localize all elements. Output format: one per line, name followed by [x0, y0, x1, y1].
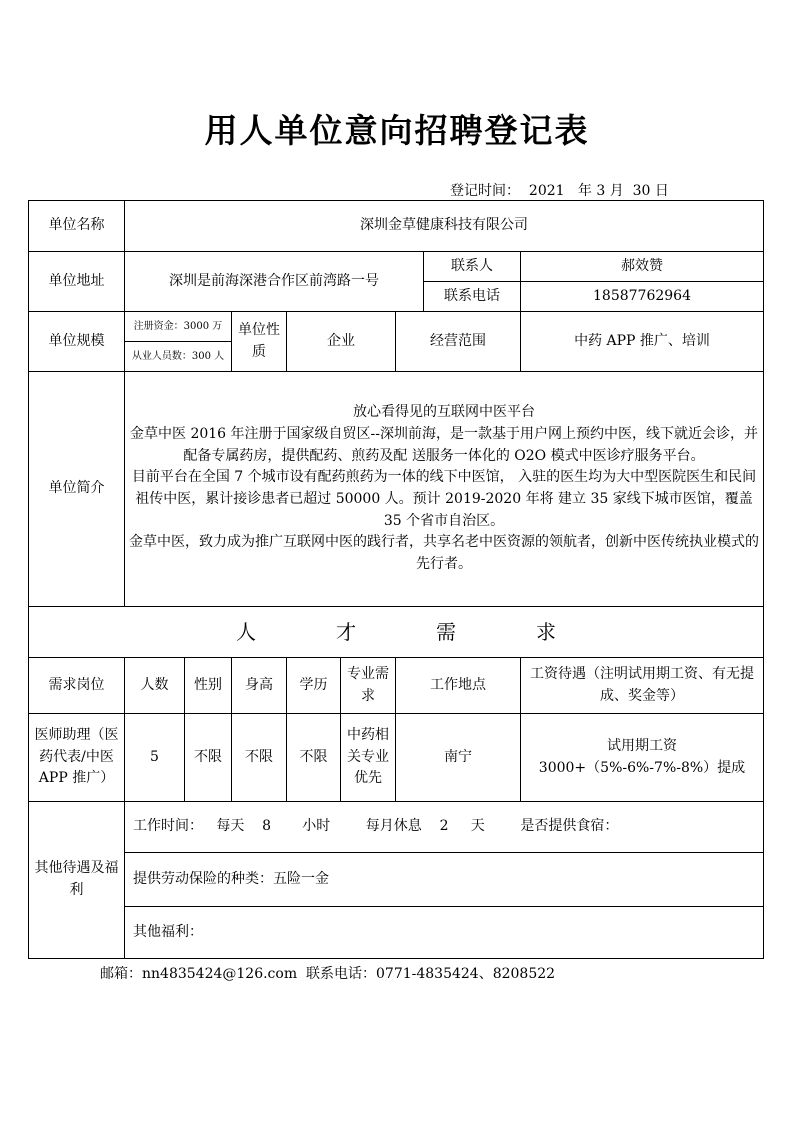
row-salary: 试用期工资 3000+（5%-6%-7%-8%）提成: [521, 714, 764, 802]
header-salary: 工资待遇（注明试用期工资、有无提成、奖金等）: [521, 658, 764, 714]
footer-contact: 邮箱：nn4835424@126.com 联系电话：0771-4835424、8208522: [100, 966, 556, 982]
section-char: 求: [536, 619, 556, 644]
registration-year-suffix: 年: [577, 183, 592, 199]
work-time-text: 工作时间： 每天 8 小时 每月休息 2 天 是否提供食宿：: [133, 818, 619, 835]
header-height: 身高: [232, 658, 287, 714]
registration-year: 2021: [528, 183, 565, 199]
company-scale-row: [29, 312, 764, 342]
company-name-value: 深圳金草健康科技有限公司: [125, 201, 764, 252]
benefits-row-other: [29, 907, 764, 959]
row-gender: 不限: [185, 714, 232, 802]
header-education: 学历: [287, 658, 341, 714]
talent-header-row: [29, 658, 764, 714]
benefits-label: 其他待遇及福利: [29, 802, 125, 959]
talent-section-row: [29, 607, 764, 658]
header-gender: 性别: [185, 658, 232, 714]
intro-paragraph: 金草中医，致力成为推广互联网中医的践行者，共享名老中医资源的领航者，创新中医传统执业模式的先行者。: [129, 534, 759, 573]
registration-date: [450, 180, 669, 200]
benefits-row-insurance: [29, 853, 764, 907]
company-address-label: 单位地址: [29, 252, 125, 312]
benefits-row-work-time: [29, 802, 764, 853]
phone-value: 18587762964: [521, 282, 764, 312]
intro-label: 单位简介: [29, 372, 125, 607]
intro-paragraph: 目前平台在全国 7 个城市设有配药煎药为一体的线下中医馆， 入驻的医生均为大中型医院医生和民间祖传中医，累计接诊患者已超过 50000 人。预计 2019-2020 年将 建立 35 家线下城市医馆，覆盖 35 个省市自治区。: [131, 469, 757, 529]
header-location: 工作地点: [396, 658, 521, 714]
row-position: 医师助理（医药代表/中医 APP 推广）: [29, 714, 125, 802]
contact-value: 郝效赞: [521, 252, 764, 282]
registration-month-suffix: 月: [609, 183, 624, 199]
page-title: 用人单位意向招聘登记表: [204, 111, 590, 150]
registration-day-suffix: 日: [654, 183, 669, 199]
intro-paragraph: 金草中医 2016 年注册于国家级自贸区--深圳前海，是一款基于用户网上预约中医，线下就近会诊，并配备专属药房，提供配药、煎药及配 送服务一体化的 O2O 模式中医诊疗服务平台。: [130, 425, 758, 464]
intro-paragraph: 放心看得见的互联网中医平台: [353, 404, 535, 421]
section-char: 人: [236, 619, 256, 644]
company-address-row: [29, 252, 764, 282]
nature-value: 企业: [287, 312, 396, 372]
scope-value: 中药 APP 推广、培训: [521, 312, 764, 372]
company-name-label: 单位名称: [29, 201, 125, 252]
header-major: 专业需求: [341, 658, 396, 714]
talent-section-title: [29, 607, 764, 658]
row-education: 不限: [287, 714, 341, 802]
header-position: 需求岗位: [29, 658, 125, 714]
other-benefits: 其他福利：: [125, 907, 764, 959]
contact-label: 联系人: [424, 252, 521, 282]
row-location: 南宁: [396, 714, 521, 802]
scope-label: 经营范围: [396, 312, 521, 372]
phone-label: 联系电话: [424, 282, 521, 312]
insurance: 提供劳动保险的种类：五险一金: [125, 853, 764, 907]
registration-label: 登记时间：: [450, 183, 520, 199]
registration-month: 3: [596, 183, 606, 199]
staff-count: 从业人员数：300 人: [125, 342, 232, 372]
header-count: 人数: [125, 658, 185, 714]
section-char: 需: [436, 619, 456, 644]
company-name-row: [29, 201, 764, 252]
registered-capital: 注册资金：3000 万: [125, 312, 232, 342]
nature-label: 单位性质: [232, 312, 287, 372]
scale-label: 单位规模: [29, 312, 125, 372]
company-address-value: 深圳是前海深港合作区前湾路一号: [125, 252, 424, 312]
talent-row: [29, 714, 764, 802]
registration-form: [28, 200, 764, 959]
row-major: 中药相关专业优先: [341, 714, 396, 802]
intro-text: [125, 372, 764, 607]
registration-day: 30: [632, 183, 651, 199]
row-count: 5: [125, 714, 185, 802]
company-intro-row: [29, 372, 764, 607]
work-time: [125, 802, 764, 853]
section-char: 才: [336, 619, 356, 644]
row-height: 不限: [232, 714, 287, 802]
